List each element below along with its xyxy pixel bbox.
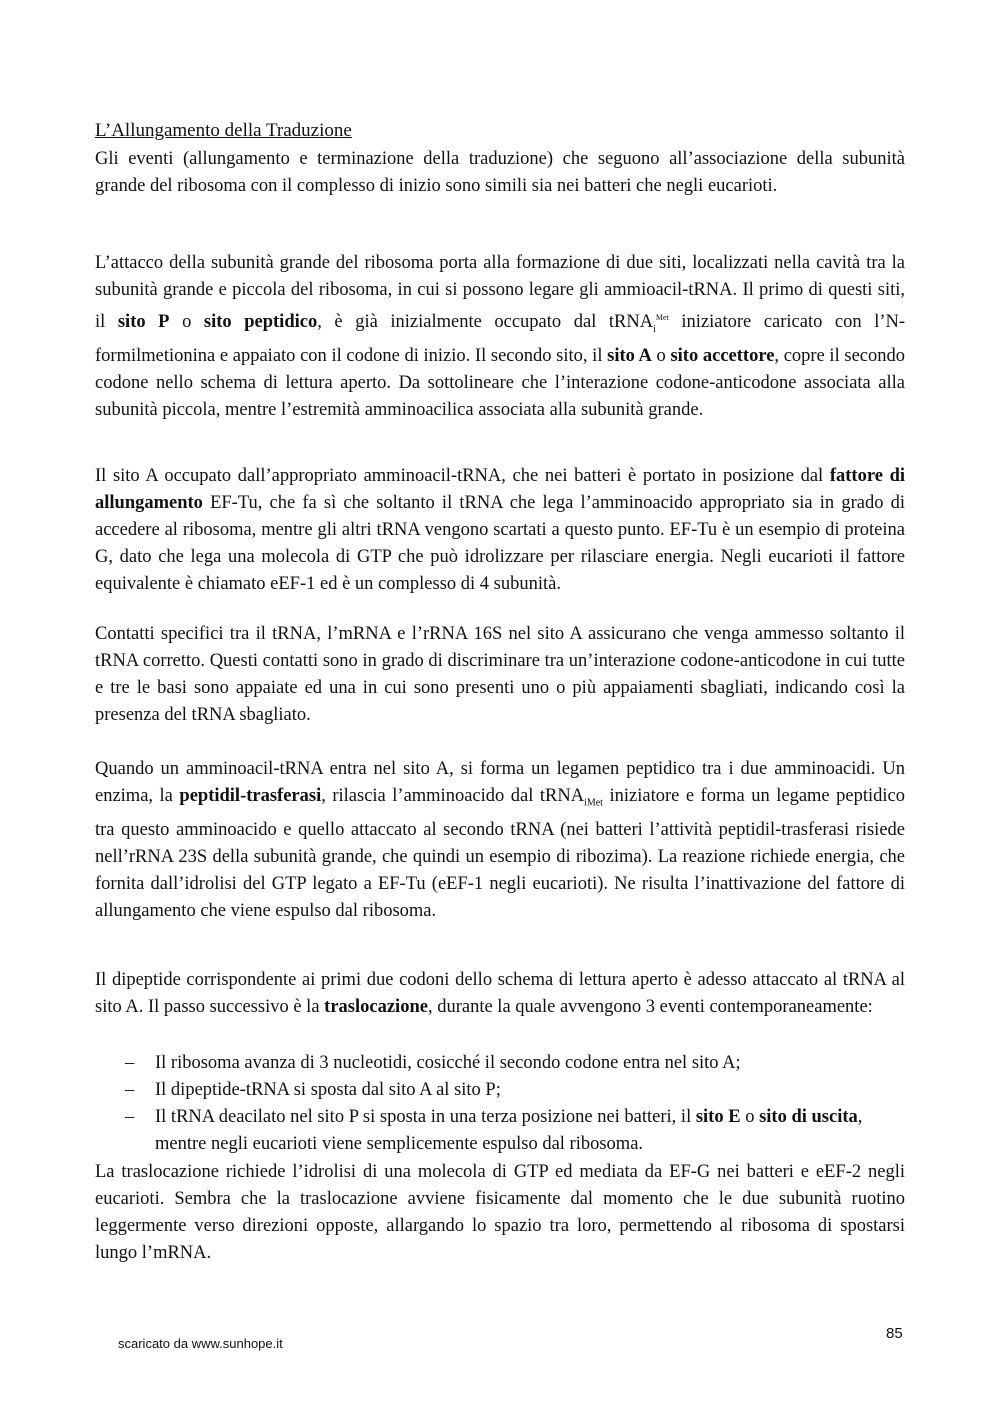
paragraph-text: o xyxy=(169,312,204,333)
paragraph-text: EF-Tu, che fa sì che soltanto il tRNA che lega l’amminoacido appropriato sia in grado di accedere al ribosoma, mentre gli altri tRNA vengono scartati a questo punto. EF-Tu è un esempio di proteina G, dato che lega una molecola di GTP che può idrolizzare per rilasciare energia. Negli eucarioti il fattore equivalente è chiamato eEF-1 ed è un complesso di 4 subunità. xyxy=(95,493,905,594)
paragraph-text: , è già inizialmente occupato dal tRNA xyxy=(317,312,654,333)
paragraph-intro xyxy=(95,146,905,200)
paragraph-text: , durante la quale avvengono 3 eventi contemporaneamente: xyxy=(427,997,873,1017)
section-title: L’Allungamento della Traduzione xyxy=(95,120,352,141)
term-sito-p: sito P xyxy=(117,312,170,333)
paragraph-peptidyl xyxy=(95,756,905,925)
event-list xyxy=(95,1050,905,1158)
term-fattore-allungamento: fattore di allungamento xyxy=(95,466,905,513)
dash-marker: – xyxy=(125,1080,135,1100)
term-sito-accettore: sito accettore xyxy=(670,345,775,366)
footer-source: scaricato da www.sunhope.it xyxy=(118,1336,283,1351)
superscript: Met xyxy=(655,313,669,322)
paragraph-text: La traslocazione richiede l’idrolisi di una molecola di GTP ed mediata da EF-G nei batteri e eEF-2 negli eucarioti. Sembra che la traslocazione avviene fisicamente dal momento che le due subunità ruotino leggermente verso direzioni opposte, allargando lo spazio tra loro, permettendo al ribosoma di spostarsi lungo l’mRNA. xyxy=(95,1162,905,1263)
paragraph-text: , copre il secondo codone nello schema di lettura aperto. Da sottolineare che l’interazione codone-anticodone associata alla subunità piccola, mentre l’estremità amminoacilica associata alla subunità grande. xyxy=(95,345,905,420)
list-item xyxy=(95,1104,905,1158)
paragraph-contacts xyxy=(95,621,905,729)
paragraph-text: , rilascia l’amminoacido dal tRNA xyxy=(321,786,585,806)
term-sito-a: sito A xyxy=(607,345,652,366)
term-traslocazione: traslocazione xyxy=(324,997,428,1017)
paragraph-text: Contatti specifici tra il tRNA, l’mRNA e l’rRNA 16S nel sito A assicurano che venga ammesso soltanto il tRNA corretto. Questi contatti sono in grado di discriminare tra un’interazione codone-anticodone in cui tutte e tre le basi sono appaiate ed una in cui sono presenti uno o più appaiamenti sbagliati, indicando così la presenza del tRNA sbagliato. xyxy=(95,624,905,725)
paragraph-text: Gli eventi (allungamento e terminazione della traduzione) che seguono all’associazione della subunità grande del ribosoma con il complesso di inizio sono simili sia nei batteri che negli eucarioti. xyxy=(95,149,905,196)
paragraph-text: Quando un amminoacil-tRNA entra nel sito A, si forma un legamen peptidico tra i due amminoacidi. Un enzima, la xyxy=(95,759,905,806)
subscript: i xyxy=(653,323,656,335)
list-item xyxy=(95,1050,905,1077)
paragraph-translocation xyxy=(95,967,905,1021)
term-peptidil-trasferasi: peptidil-trasferasi xyxy=(179,786,322,806)
paragraph-text: Il sito A occupato dall’appropriato amminoacil-tRNA, che nei batteri è portato in posizione dal xyxy=(95,466,830,486)
paragraph-sites xyxy=(95,250,905,424)
term-sito-peptidico: sito peptidico xyxy=(203,312,318,333)
paragraph-ef-tu xyxy=(95,463,905,598)
paragraph-text: o xyxy=(651,345,671,366)
list-item-text: Il dipeptide-tRNA si sposta dal sito A al sito P; xyxy=(155,1080,501,1100)
list-item-text: Il tRNA deacilato nel sito P si sposta in una terza posizione nei batteri, il xyxy=(155,1107,696,1127)
paragraph-text: iniziatore caricato con l’N-formilmetionina e appaiato con il codone di inizio. Il secondo sito, il xyxy=(95,312,906,366)
paragraph-ef-g xyxy=(95,1159,905,1267)
list-item-text: o xyxy=(740,1107,760,1127)
list-item xyxy=(95,1077,905,1104)
list-item-text: , mentre negli eucarioti viene semplicemente espulso dal ribosoma. xyxy=(155,1107,863,1154)
paragraph-text: iniziatore e forma un legame peptidico tra questo amminoacido e quello attaccato al secondo tRNA (nei batteri l’attività peptidil-trasferasi risiede nell’rRNA 23S della subunità grande, che quindi un esempio di ribozima). La reazione richiede energia, che fornita dall’idrolisi del GTP legato a EF-Tu (eEF-1 negli eucarioti). Ne risulta l’inattivazione del fattore di allungamento che viene espulso dal ribosoma. xyxy=(95,786,905,921)
dash-marker: – xyxy=(125,1107,135,1127)
term-sito-uscita: sito di uscita xyxy=(759,1107,858,1127)
dash-marker: – xyxy=(125,1053,135,1073)
paragraph-text: L’attacco della subunità grande del ribosoma porta alla formazione di due siti, localizzati nella cavità tra la subunità grande e piccola del ribosoma, in cui si possono legare gli ammioacil-tRNA. Il primo di questi siti, il xyxy=(95,253,905,333)
term-sito-e: sito E xyxy=(695,1107,741,1127)
list-item-text: Il ribosoma avanza di 3 nucleotidi, cosicché il secondo codone entra nel sito A; xyxy=(155,1053,741,1073)
subscript: iMet xyxy=(584,797,603,809)
paragraph-text: Il dipeptide corrispondente ai primi due codoni dello schema di lettura aperto è adesso attaccato al tRNA al sito A. Il passo successivo è la xyxy=(95,970,905,1017)
page-number: 85 xyxy=(886,1325,903,1342)
